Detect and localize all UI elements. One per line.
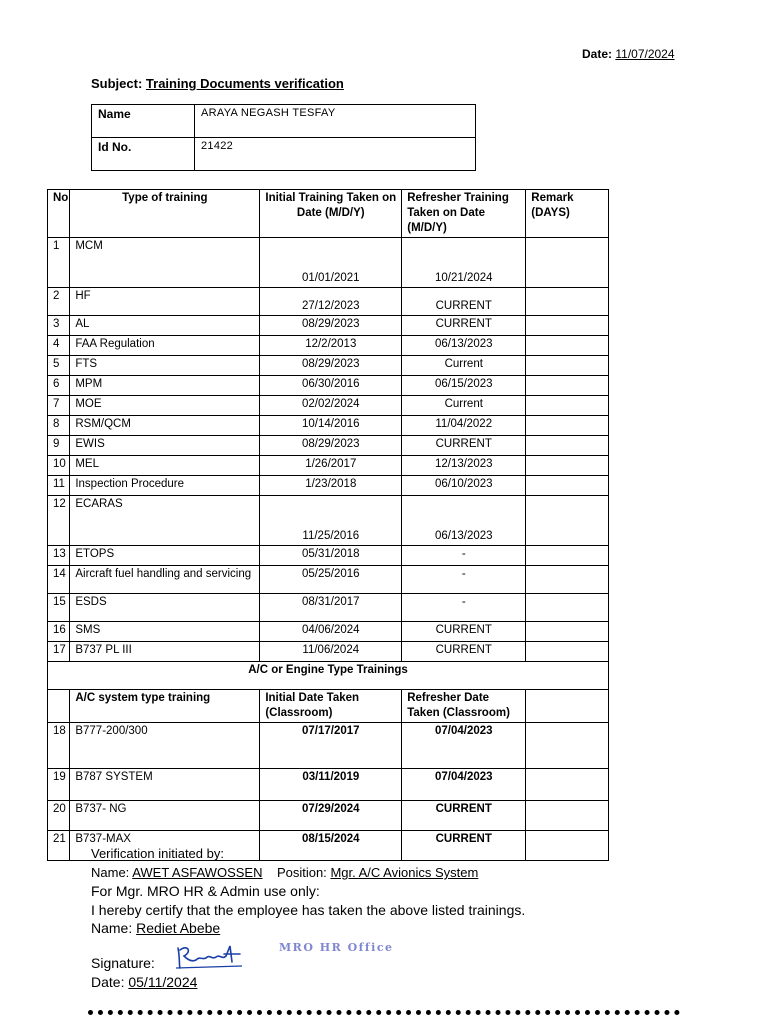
row-system-type: B787 SYSTEM [70,769,260,801]
verifier-line [91,865,478,880]
row-remark [526,476,609,496]
header-initial: Initial Training Taken on Date (M/D/Y) [260,190,402,238]
certification-text: I hereby certify that the employee has taken the above listed trainings. [91,902,526,918]
row-no: 8 [48,416,70,436]
table-row [48,336,609,356]
dotted-divider [88,1010,680,1021]
row-no: 17 [48,642,70,662]
hr-note: For Mgr. MRO HR & Admin use only: [91,883,320,899]
table-row [48,642,609,662]
table-row [48,436,609,456]
row-no: 20 [48,801,70,831]
row-initial-date: 11/06/2024 [260,642,402,662]
row-initial-date: 1/23/2018 [260,476,402,496]
row-remark [526,416,609,436]
table-row [48,769,609,801]
section-title-row [48,662,609,690]
header-type: Type of training [70,190,260,238]
row-training-type: AL [70,316,260,336]
row-remark [526,622,609,642]
row-remark [526,396,609,416]
table-row [48,496,609,546]
hr-name-line [91,920,220,936]
row-initial-date: 07/29/2024 [260,801,402,831]
row-initial-date: 08/29/2023 [260,436,402,456]
row-remark [526,436,609,456]
row-refresher-date: 07/04/2023 [402,723,526,769]
row-remark [526,801,609,831]
row-training-type: MPM [70,376,260,396]
row-initial-date: 05/25/2016 [260,566,402,594]
row-remark [526,288,609,316]
row-remark [526,566,609,594]
document-date [582,47,675,61]
row-refresher-date: 12/13/2023 [402,456,526,476]
row-remark [526,456,609,476]
row-no: 7 [48,396,70,416]
row-no: 21 [48,831,70,861]
subject-value: Training Documents verification [145,76,344,91]
verification-initiated: Verification initiated by: [91,846,224,861]
row-no: 19 [48,769,70,801]
hr-name-label: Name: [91,920,133,936]
row-training-type: ECARAS [70,496,260,546]
row-no: 13 [48,546,70,566]
system-table-header [48,690,609,723]
row-initial-date: 03/11/2019 [260,769,402,801]
verifier-position-value: Mgr. A/C Avionics System [330,865,479,880]
row-remark [526,723,609,769]
row-system-type: B737- NG [70,801,260,831]
row-remark [526,356,609,376]
row-refresher-date: - [402,594,526,622]
row-initial-date: 08/29/2023 [260,316,402,336]
date-value: 11/07/2024 [615,47,675,61]
row-refresher-date: Current [402,356,526,376]
row-refresher-date: CURRENT [402,288,526,316]
date-label: Date: [582,47,613,61]
table-row [48,801,609,831]
system-rows [48,723,609,861]
row-refresher-date: 06/13/2023 [402,336,526,356]
row-remark [526,831,609,861]
row-remark [526,238,609,288]
header-remark: Remark (DAYS) [526,190,609,238]
row-training-type: MEL [70,456,260,476]
row-training-type: FTS [70,356,260,376]
table-row [48,723,609,769]
system-header-no [48,690,70,723]
row-refresher-date: CURRENT [402,436,526,456]
row-remark [526,594,609,622]
row-no: 14 [48,566,70,594]
row-no: 9 [48,436,70,456]
row-initial-date: 1/26/2017 [260,456,402,476]
training-rows [48,238,609,662]
row-refresher-date: 06/15/2023 [402,376,526,396]
row-initial-date: 04/06/2024 [260,622,402,642]
row-training-type: ESDS [70,594,260,622]
row-remark [526,496,609,546]
table-row [48,238,609,288]
table-row [48,622,609,642]
row-remark [526,546,609,566]
row-remark [526,336,609,356]
name-label: Name [92,105,195,138]
row-initial-date: 01/01/2021 [260,238,402,288]
table-row [48,456,609,476]
row-refresher-date: Current [402,396,526,416]
row-remark [526,769,609,801]
row-training-type: FAA Regulation [70,336,260,356]
row-refresher-date: CURRENT [402,642,526,662]
row-refresher-date: 11/04/2022 [402,416,526,436]
row-initial-date: 27/12/2023 [260,288,402,316]
office-stamp [279,941,394,954]
row-system-type: B737-MAX [70,831,260,861]
row-initial-date: 08/15/2024 [260,831,402,861]
table-row [48,356,609,376]
section-title: A/C or Engine Type Trainings [48,662,609,690]
row-training-type: RSM/QCM [70,416,260,436]
table-row [48,476,609,496]
row-no: 12 [48,496,70,546]
row-no: 3 [48,316,70,336]
row-refresher-date: 06/10/2023 [402,476,526,496]
header-refresher: Refresher Training Taken on Date (M/D/Y) [402,190,526,238]
row-training-type: ETOPS [70,546,260,566]
verification-date [91,974,197,990]
row-no: 4 [48,336,70,356]
row-training-type: HF [70,288,260,316]
row-refresher-date: CURRENT [402,316,526,336]
table-row [48,376,609,396]
row-training-type: MOE [70,396,260,416]
row-initial-date: 11/25/2016 [260,496,402,546]
row-system-type: B777-200/300 [70,723,260,769]
subject-line [91,76,344,91]
training-table [47,189,609,861]
row-refresher-date: CURRENT [402,622,526,642]
row-refresher-date: 10/21/2024 [402,238,526,288]
signature-label: Signature: [91,955,155,971]
row-no: 6 [48,376,70,396]
row-training-type: B737 PL III [70,642,260,662]
row-refresher-date: CURRENT [402,831,526,861]
employee-name-row [92,105,476,138]
row-refresher-date: 06/13/2023 [402,496,526,546]
table-row [48,396,609,416]
row-training-type: Inspection Procedure [70,476,260,496]
table-row [48,546,609,566]
row-no: 16 [48,622,70,642]
row-refresher-date: 07/04/2023 [402,769,526,801]
table-row [48,594,609,622]
name-value: ARAYA NEGASH TESFAY [195,105,476,138]
hr-name-value: Rediet Abebe [136,920,221,936]
signature-scribble-icon [174,942,246,972]
row-no: 15 [48,594,70,622]
row-initial-date: 12/2/2013 [260,336,402,356]
id-value: 21422 [195,138,476,171]
row-no: 18 [48,723,70,769]
row-no: 11 [48,476,70,496]
id-label: Id No. [92,138,195,171]
row-training-type: EWIS [70,436,260,456]
row-training-type: SMS [70,622,260,642]
system-header-refresher: Refresher Date Taken (Classroom) [402,690,526,723]
system-header-type: A/C system type training [70,690,260,723]
row-training-type: MCM [70,238,260,288]
row-no: 10 [48,456,70,476]
signature-image [174,942,246,977]
row-remark [526,376,609,396]
row-refresher-date: CURRENT [402,801,526,831]
employee-id-row [92,138,476,171]
training-table-header [48,190,609,238]
row-initial-date: 07/17/2017 [260,723,402,769]
table-row [48,288,609,316]
row-refresher-date: - [402,566,526,594]
subject-label: Subject: [91,76,143,91]
table-row [48,316,609,336]
row-initial-date: 08/31/2017 [260,594,402,622]
table-row [48,416,609,436]
row-no: 1 [48,238,70,288]
verification-date-label: Date: [91,974,125,990]
system-header-remark [526,690,609,723]
system-header-initial: Initial Date Taken (Classroom) [260,690,402,723]
row-initial-date: 06/30/2016 [260,376,402,396]
row-initial-date: 02/02/2024 [260,396,402,416]
office-stamp-text: MRO HR Office [279,941,394,954]
row-no: 2 [48,288,70,316]
header-no: No [48,190,70,238]
verification-date-value: 05/11/2024 [128,974,198,990]
verifier-name-value: AWET ASFAWOSSEN [132,865,263,880]
verifier-position-label: Position: [276,865,327,880]
verifier-name-label: Name: [91,865,130,880]
row-initial-date: 10/14/2016 [260,416,402,436]
row-refresher-date: - [402,546,526,566]
row-remark [526,642,609,662]
row-remark [526,316,609,336]
table-row [48,566,609,594]
row-training-type: Aircraft fuel handling and servicing [70,566,260,594]
row-initial-date: 08/29/2023 [260,356,402,376]
employee-info-table [91,104,476,171]
row-no: 5 [48,356,70,376]
row-initial-date: 05/31/2018 [260,546,402,566]
